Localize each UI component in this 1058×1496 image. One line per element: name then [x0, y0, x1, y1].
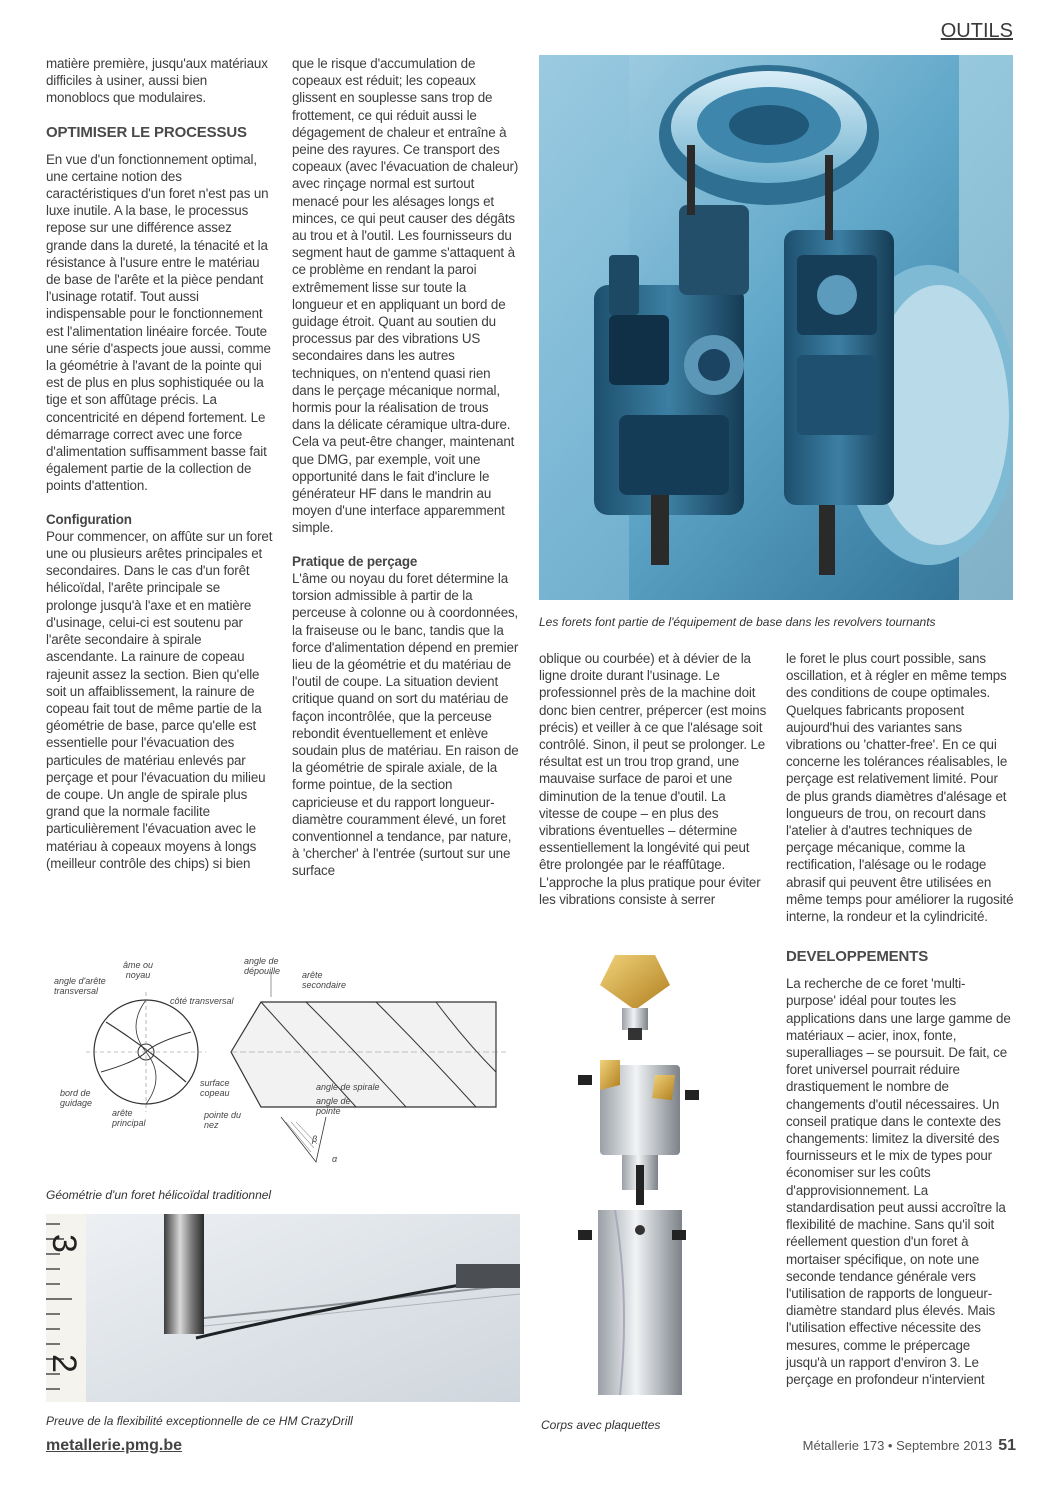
paragraph: La recherche de ce foret 'multi-purpose' idéal pour toutes les applications dans une large gamme de matériaux – acier, inox, fonte, superalliages – se poursuit. De fait, ce foret universel pourrait réduire drastiquement le nombre de changements d'outil nécessaires. Un conseil pratique dans le contexte des changements: limitez la diversité des fournisseurs et le mix de types pour économiser sur les coûts d'approvisionnement. La standardisation peut aussi accroître la flexibilité de machine. Sans qu'il soit réellement question d'un foret à mortaiser spécifique, on note une seconde tendance générale vers l'utilisation de rapports de longueur-diamètre standard plus élevés. Mais l'utilisation effective nécessite des mesures, comme le prépercage jusqu'à un rapport d'environ 3. Le perçage en profondeur n'intervient — [786, 976, 1011, 1387]
label-arete-principal: arête principal — [112, 1108, 146, 1128]
crazydrill-illustration — [46, 1214, 520, 1402]
caption-turret: Les forets font partie de l'équipement de base dans les revolvers tournants — [539, 615, 936, 629]
paragraph: oblique ou courbée) et à dévier de la ligne droite durant l'usinage. Le professionnel près de la machine doit donc bien centrer, prépercer (est moins précis) et veiller à ce que l'alésage soit contrôlé. Sinon, il peut se prolonger. Le résultat est un trou trop grand, une mauvaise surface de paroi et une diminution de la tenue d'outil. La vitesse de coupe – en plus des vibrations éventuelles – détermine essentiellement la longévité qui peut être prolongée par le réaffûtage. L'approche la plus pratique pour éviter les vibrations consiste à serrer — [539, 651, 767, 907]
label-angle-pointe: angle de pointe — [316, 1096, 351, 1116]
column-2 — [292, 55, 520, 880]
ruler-mark-3: 3 — [44, 1234, 83, 1253]
heading-developpements: DEVELOPPEMENTS — [786, 948, 929, 966]
caption-body: Corps avec plaquettes — [541, 1418, 661, 1432]
label-cote-transversal: côté transversal — [170, 996, 234, 1006]
issue-text: Métallerie 173 • Septembre 2013 — [802, 1438, 993, 1453]
label-surface-copeau: surface copeau — [200, 1078, 230, 1098]
column-1 — [46, 55, 274, 872]
footer-url[interactable]: metallerie.pmg.be — [46, 1437, 183, 1454]
heading-optimiser: OPTIMISER LE PROCESSUS — [46, 123, 247, 141]
paragraph: En vue d'un fonctionnement optimal, une certaine notion des caractéristiques d'un foret n'est pas un luxe inutile. A la base, le processus repose sur une différence assez grande dans la dureté, la ténacité et la résistance à l'usure entre le matériau de base de l'arête et la pièce pendant l'usinage rotatif. Tout aussi indispensable pour le fonctionnement est l'alimentation linéaire forcée. Toute une série d'aspects joue aussi, comme la géométrie à l'avant de la pointe qui est de plus en plus sophistiquée ou la tige et son affûtage précis. La concentricité en dépend fortement. Le démarrage correct avec une force d'alimentation suffisamment basse fait également partie de la collection de points d'attention. — [46, 151, 271, 494]
column-4 — [786, 650, 1014, 1388]
paragraph: que le risque d'accumulation de copeaux est réduit; les copeaux glissent en souplesse sans trop de frottement, ce qui réduit aussi le dégagement de chaleur et entraîne à peine des rayures. Ce transport des copeaux (avec l'évacuation de chaleur) avec rinçage normal est surtout menacé pour les alésages longs et minces, ce qui peut causer des dégâts au trou et à l'outil. Les fournisseurs du segment haut de gamme s'attaquent à ce problème en rendant la paroi extrêmement lisse sur toute la longueur et en appliquant un bord de guidage étroit. Quant au soutien du processus par des vibrations US secondaires dans les autres techniques, on n'entend quasi rien dans le perçage mécanique normal, hormis pour la réalisation de trous dans la délicate céramique ultra-dure. Cela va peut-être changer, maintenant que DMG, par exemple, voit une opportunité dans le fait d'inclure le générateur HF dans le mandrin au moyen d'une interface apparemment simple. — [292, 56, 519, 536]
ruler-mark-2: 2 — [44, 1354, 83, 1373]
label-bord-guidage: bord de guidage — [60, 1088, 93, 1108]
drill-geometry-diagram — [46, 952, 520, 1177]
turret-photo — [539, 55, 1013, 600]
label-ame: âme ou noyau — [122, 960, 154, 980]
paragraph: Pour commencer, on affûte sur un foret une ou plusieurs arêtes principales et secondaires. Dans le cas d'un forêt hélicoïdal, l'arête principale se prolonge jusqu'à l'axe et en matière d'usinage, celui-ci est soutenu par l'arête secondaire à spirale ascendante. La rainure de copeau rajeunit assez la section. Bien qu'elle soit un affaiblissement, la rainure de copeau fait tout de même partie de la géométrie de base, parce qu'elle est essentielle pour l'évacuation des particules de matériau enlevés par perçage et pour l'évacuation du milieu de coupe. Un angle de spirale plus grand que la normale facilite particulièrement l'évacuation avec le matériau à copeaux moyens à longs (meilleur contrôle des chips) si bien — [46, 528, 273, 871]
paragraph: le foret le plus court possible, sans oscillation, et à régler en même temps des conditions de coupe optimales. Quelques fabricants proposent aujourd'hui des variantes sans vibrations ou 'chatter-free'. En ce qui concerne les tolérances réalisables, le perçage est relativement limité. Pour de plus grands diamètres d'alésage et longueurs de trou, on recourt dans l'atelier à d'autres techniques de perçage mécanique, comme la rectification, l'alésage ou le rodage abrasif qui peuvent être utilisées en même temps pour améliorer la rugosité interne, la rondeur et la cylindricité. — [786, 651, 1014, 925]
paragraph: L'âme ou noyau du foret détermine la torsion admissible à partir de la perceuse à colonne ou à coordonnées, la fraiseuse ou le banc, tandis que la force d'alimentation dépend en premier lieu de la géométrie et du matériau de l'outil de coupe. La situation devient critique quand on sort du matériau de façon incontrôlée, que la perceuse rebondit éventuellement et enlève soudain plus de matériau. En raison de la géométrie de spirale axiale, de la forme pointue, de la section capricieuse et du rapport longueur-diamètre couramment élevé, un foret conventionnel a tendance, par nature, à 'chercher' à l'entrée (surtout sur une surface — [292, 570, 519, 879]
label-alpha: α — [332, 1154, 338, 1164]
caption-crazydrill: Preuve de la flexibilité exceptionnelle de ce HM CrazyDrill — [46, 1414, 353, 1428]
page-number: 51 — [998, 1437, 1016, 1454]
label-angle-spirale: angle de spirale — [316, 1082, 380, 1092]
drill-geometry-drawing — [46, 952, 520, 1177]
label-angle-depouille: angle de dépouille — [244, 956, 281, 976]
label-arete-secondaire: arête secondaire — [302, 970, 347, 990]
heading-configuration: Configuration — [46, 511, 132, 527]
paragraph: matière première, jusqu'aux matériaux difficiles à usiner, aussi bien monoblocs que modulaires. — [46, 56, 268, 106]
label-beta: β — [312, 1134, 318, 1144]
caption-geometry: Géométrie d'un foret hélicoïdal traditionnel — [46, 1188, 272, 1202]
column-3 — [539, 650, 767, 908]
label-angle-arete-transversal: angle d'arête transversal — [54, 976, 106, 996]
crazydrill-photo — [46, 1214, 520, 1402]
body-inserts-photo — [560, 940, 710, 1400]
label-pointe-nez: pointe du nez — [204, 1110, 242, 1130]
heading-pratique: Pratique de perçage — [292, 553, 418, 569]
section-tag: OUTILS — [940, 20, 1013, 42]
body-inserts-illustration — [560, 940, 710, 1400]
turret-illustration — [539, 55, 1013, 600]
footer-issue — [803, 1437, 1016, 1455]
